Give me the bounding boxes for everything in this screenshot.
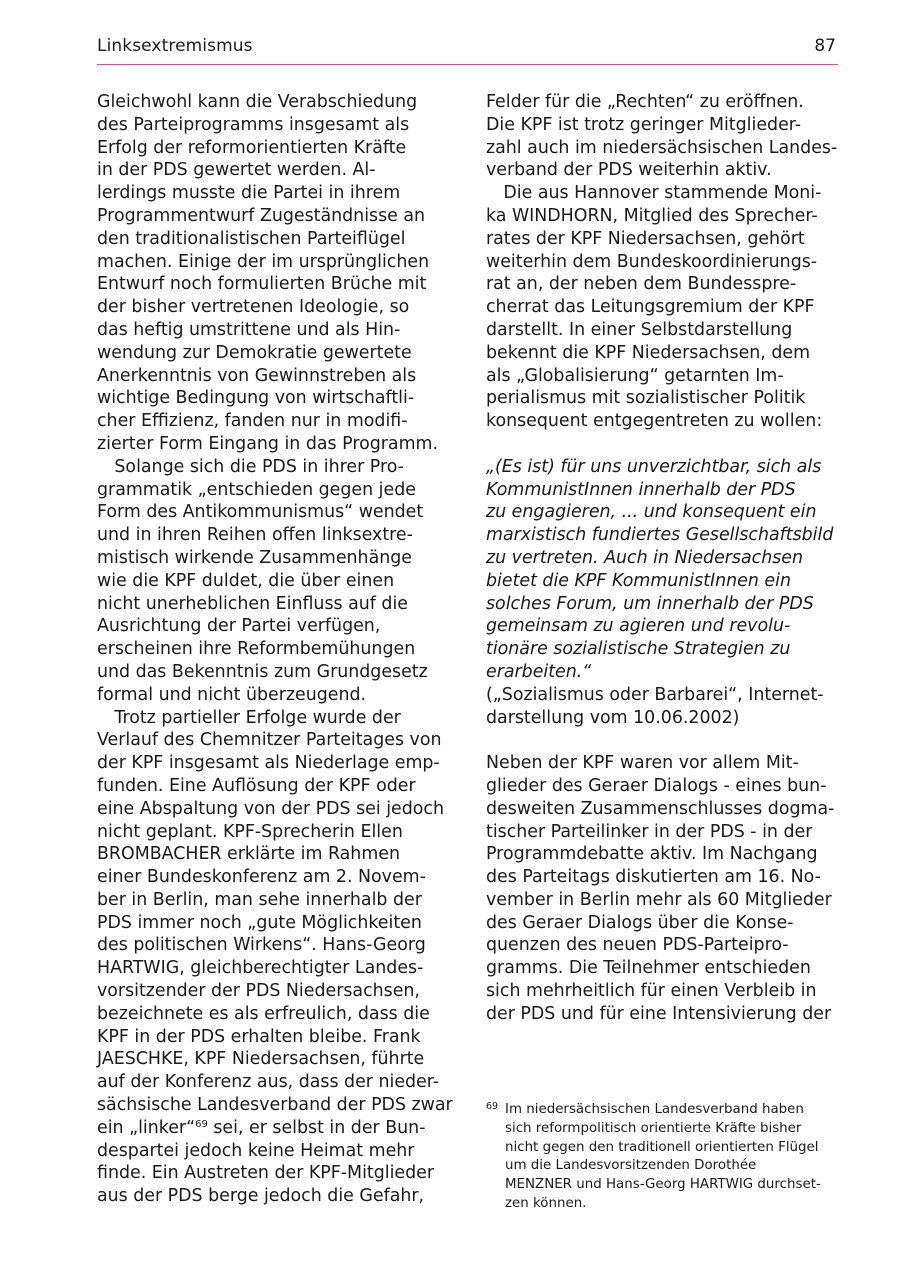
text-line: zahl auch im niedersächsischen Landes- xyxy=(486,137,838,158)
text-line: Erfolg der reformorientierten Kräfte xyxy=(97,137,407,158)
text-line: aus der PDS berge jedoch die Gefahr, xyxy=(97,1186,425,1207)
source-line: („Sozialismus oder Barbarei“, Internet- xyxy=(486,684,824,705)
text-line: den traditionalistischen Parteiflügel xyxy=(97,228,406,249)
quote-line: gemeinsam zu agieren und revolu- xyxy=(486,616,791,637)
text-line: sächsische Landesverband der PDS zwar xyxy=(97,1095,453,1116)
footnote-69 xyxy=(486,1101,838,1214)
text-line: der bisher vertretenen Ideologie, so xyxy=(97,297,410,318)
footnote-line: zen können. xyxy=(505,1195,587,1211)
text-line: gramms. Die Teilnehmer entschieden xyxy=(486,958,811,979)
text-fragment: sei, er selbst in der Bun- xyxy=(207,1117,426,1138)
text-line: lerdings musste die Partei in ihrem xyxy=(97,183,401,204)
paragraph-gap xyxy=(486,729,838,752)
text-line: eine Abspaltung von der PDS sei jedoch xyxy=(97,798,444,819)
quote-line: zu vertreten. Auch in Niedersachsen xyxy=(486,547,804,568)
text-line: mistisch wirkende Zusammenhänge xyxy=(97,547,412,568)
text-line: tischer Parteilinker in der PDS - in der xyxy=(486,821,813,842)
text-line: Anerkenntnis von Gewinnstreben als xyxy=(97,365,417,386)
page-header xyxy=(97,34,838,65)
text-line: darstellt. In einer Selbstdarstellung xyxy=(486,319,793,340)
paragraph-gap xyxy=(486,433,838,456)
text-line: finde. Ein Austreten der KPF-Mitglieder xyxy=(97,1163,435,1184)
quote-line: zu engagieren, ... und konsequent ein xyxy=(486,502,817,523)
text-line: Trotz partieller Erfolge wurde der xyxy=(97,707,401,728)
text-line: machen. Einige der im ursprünglichen xyxy=(97,251,430,272)
left-column-tail xyxy=(97,1140,449,1208)
text-line: BROMBACHER erklärte im Rahmen xyxy=(97,844,400,865)
quote-line: „(Es ist) für uns unverzichtbar, sich als xyxy=(486,456,822,477)
text-line: sich mehrheitlich für einen Verbleib in xyxy=(486,981,817,1002)
footnote-line: um die Landesvorsitzenden Dorothée xyxy=(505,1158,757,1174)
text-line: funden. Eine Auflösung der KPF oder xyxy=(97,775,416,796)
quote-line: erarbeiten.“ xyxy=(486,661,592,682)
text-line: Form des Antikommunismus“ wendet xyxy=(97,502,424,523)
text-line: nicht unerheblichen Einfluss auf die xyxy=(97,593,408,614)
block-quote xyxy=(486,456,838,684)
text-line: KPF in der PDS erhalten bleibe. Frank xyxy=(97,1026,421,1047)
text-line: Gleichwohl kann die Verabschiedung xyxy=(97,92,418,112)
text-line: weiterhin dem Bundeskoordinierungs- xyxy=(486,251,818,272)
text-line: Felder für die „Rechten“ zu eröffnen. xyxy=(486,92,804,112)
text-line: wichtige Bedingung von wirtschaftli- xyxy=(97,388,415,409)
quote-line: KommunistInnen innerhalb der PDS xyxy=(486,479,796,500)
footnotes xyxy=(486,1101,838,1214)
source-line: darstellung vom 10.06.2002) xyxy=(486,707,740,728)
text-line: der KPF insgesamt als Niederlage emp- xyxy=(97,753,440,774)
text-line: desweiten Zusammenschlusses dogma- xyxy=(486,798,835,819)
text-line: in der PDS gewertet werden. Al- xyxy=(97,160,376,181)
text-line: ber in Berlin, man sehe innerhalb der xyxy=(97,889,422,910)
right-paragraph-2 xyxy=(486,752,838,1026)
text-line: erscheinen ihre Reformbemühungen xyxy=(97,639,416,660)
text-line: das heftig umstrittene und als Hin- xyxy=(97,319,401,340)
text-line: und das Bekenntnis zum Grundgesetz xyxy=(97,661,428,682)
quote-line: bietet die KPF KommunistInnen ein xyxy=(486,570,791,591)
text-line: Die aus Hannover stammende Moni- xyxy=(486,183,822,204)
text-line: Entwurf noch formulierten Brüche mit xyxy=(97,274,427,295)
right-paragraph-1 xyxy=(486,91,838,433)
running-title: Linksextremismus xyxy=(97,36,253,56)
text-line: cher Effizienz, fanden nur in modifi- xyxy=(97,411,408,432)
text-line: JAESCHKE, KPF Niedersachsen, führte xyxy=(97,1049,425,1070)
text-line: der PDS und für eine Intensivierung der xyxy=(486,1003,832,1024)
footnote-text xyxy=(505,1101,838,1214)
text-line: perialismus mit sozialistischer Politik xyxy=(486,388,806,409)
text-line: konsequent entgegentreten zu wollen: xyxy=(486,411,823,432)
text-line: und in ihren Reihen offen linksextre- xyxy=(97,525,413,546)
footnote-line: nicht gegen den traditionell orientierten Flügel xyxy=(505,1139,819,1155)
text-line-with-footnote-ref xyxy=(97,1117,449,1140)
text-line: Verlauf des Chemnitzer Parteitages von xyxy=(97,730,442,751)
footnote-marker: 69 xyxy=(486,1101,499,1112)
text-line: HARTWIG, gleichberechtigter Landes- xyxy=(97,958,424,979)
quote-line: marxistisch fundiertes Gesellschaftsbild xyxy=(486,525,834,546)
text-line: bezeichnete es als erfreulich, dass die xyxy=(97,1003,430,1024)
text-line: vember in Berlin mehr als 60 Mitglieder xyxy=(486,889,832,910)
text-line: verband der PDS weiterhin aktiv. xyxy=(486,160,772,181)
text-line: quenzen des neuen PDS-Parteipro- xyxy=(486,935,789,956)
text-line: auf der Konferenz aus, dass der nieder- xyxy=(97,1072,440,1093)
right-column xyxy=(486,91,838,1026)
quote-line: tionäre sozialistische Strategien zu xyxy=(486,639,791,660)
text-line: des Parteitags diskutierten am 16. No- xyxy=(486,867,821,888)
text-line: PDS immer noch „gute Möglichkeiten xyxy=(97,912,422,933)
text-line: Neben der KPF waren vor allem Mit- xyxy=(486,753,799,774)
text-line: rat an, der neben dem Bundesspre- xyxy=(486,274,797,295)
text-line: ka WINDHORN, Mitglied des Sprecher- xyxy=(486,205,818,226)
text-line: grammatik „entschieden gegen jede xyxy=(97,479,416,500)
footnote-reference[interactable]: 69 xyxy=(195,1118,208,1130)
text-line: des Geraer Dialogs über die Konse- xyxy=(486,912,794,933)
text-line: formal und nicht überzeugend. xyxy=(97,684,367,705)
left-column xyxy=(97,91,453,1208)
left-column-body xyxy=(97,91,453,1117)
text-line: einer Bundeskonferenz am 2. Novem- xyxy=(97,867,426,888)
text-line: wendung zur Demokratie gewertete xyxy=(97,342,412,363)
text-line: Programmdebatte aktiv. Im Nachgang xyxy=(486,844,818,865)
text-line: Solange sich die PDS in ihrer Pro- xyxy=(97,456,404,477)
footnote-line: Im niedersächsischen Landesverband haben xyxy=(505,1102,804,1117)
text-line: zierter Form Eingang in das Programm. xyxy=(97,433,438,454)
text-line: als „Globalisierung“ getarnten Im- xyxy=(486,365,784,386)
text-line: Ausrichtung der Partei verfügen, xyxy=(97,616,381,637)
quote-line: solches Forum, um innerhalb der PDS xyxy=(486,593,814,614)
text-line: bekennt die KPF Niedersachsen, dem xyxy=(486,342,811,363)
text-line: des Parteiprogramms insgesamt als xyxy=(97,114,410,135)
page-number: 87 xyxy=(814,36,836,56)
text-line: nicht geplant. KPF-Sprecherin Ellen xyxy=(97,821,403,842)
text-line: glieder des Geraer Dialogs - eines bun- xyxy=(486,775,827,796)
text-line: des politischen Wirkens“. Hans-Georg xyxy=(97,935,426,956)
quote-source xyxy=(486,684,838,730)
text-line: cherrat das Leitungsgremium der KPF xyxy=(486,297,815,318)
text-line: rates der KPF Niedersachsen, gehört xyxy=(486,228,805,249)
footnote-line: MENZNER und Hans-Georg HARTWIG durchset- xyxy=(505,1177,821,1193)
footnote-line: sich reformpolitisch orientierte Kräfte bisher xyxy=(505,1120,802,1136)
text-line: wie die KPF duldet, die über einen xyxy=(97,570,395,591)
text-line: Die KPF ist trotz geringer Mitglieder- xyxy=(486,114,802,135)
text-fragment: ein „linker“ xyxy=(97,1117,196,1138)
text-line: vorsitzender der PDS Niedersachsen, xyxy=(97,981,420,1002)
text-line: Programmentwurf Zugeständnisse an xyxy=(97,205,426,226)
text-line: despartei jedoch keine Heimat mehr xyxy=(97,1140,415,1161)
